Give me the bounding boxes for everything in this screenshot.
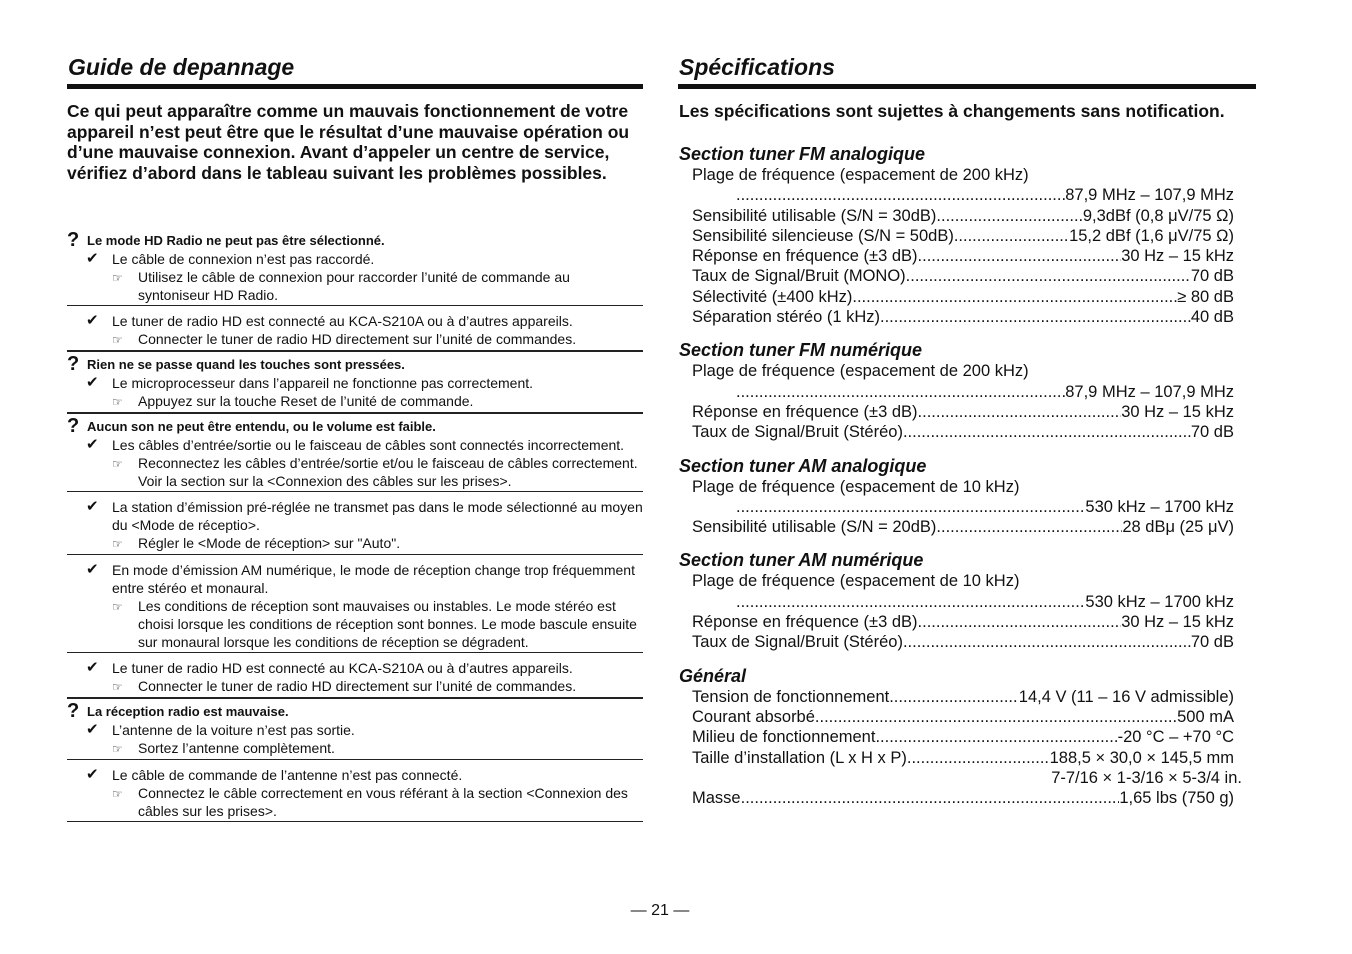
spec-value: 188,5 × 30,0 × 145,5 mm	[1049, 748, 1234, 767]
spec-row	[678, 687, 1234, 707]
spec-value: 530 kHz – 1700 kHz	[1085, 497, 1234, 516]
pointing-hand-icon: ☞	[112, 537, 123, 551]
dot-leader	[918, 246, 1122, 266]
dot-leader	[736, 592, 1085, 612]
problem-text: Le mode HD Radio ne peut pas être sélectionné.	[87, 233, 385, 248]
spec-label: Plage de fréquence (espacement de 200 kHz)	[692, 362, 1029, 381]
spec-value: 87,9 MHz – 107,9 MHz	[1065, 382, 1234, 401]
spec-value: 500 mA	[1177, 707, 1234, 726]
remedy-text: Sortez l’antenne complètement.	[138, 740, 335, 756]
remedy-item	[67, 454, 643, 490]
cause-remedy-group	[67, 306, 643, 352]
dot-leader	[954, 226, 1069, 246]
cause-text: Le câble de commande de l’antenne n’est pas connecté.	[112, 767, 463, 783]
remedy-item	[67, 597, 643, 651]
spec-row	[678, 727, 1234, 747]
spec-value: 530 kHz – 1700 kHz	[1085, 592, 1234, 611]
spec-label: Tension de fonctionnement	[692, 687, 890, 706]
cause-item	[67, 498, 643, 534]
dot-leader	[880, 307, 1191, 327]
remedy-item	[67, 534, 643, 553]
spec-row	[678, 571, 1234, 591]
spec-value: 30 Hz – 15 kHz	[1121, 247, 1234, 266]
dot-leader	[906, 266, 1191, 286]
dot-leader	[918, 612, 1122, 632]
cause-remedy-group	[67, 721, 643, 760]
spec-label: Sélectivité (±400 kHz)	[692, 287, 853, 306]
cause-remedy-group	[67, 374, 643, 414]
spec-label: Plage de fréquence (espacement de 200 kHz)	[692, 166, 1029, 184]
pointing-hand-icon: ☞	[112, 271, 123, 285]
spec-value: 70 dB	[1190, 633, 1234, 652]
question-icon: ?	[67, 415, 80, 437]
spec-section-heading: Général	[679, 665, 747, 686]
spec-value: 87,9 MHz – 107,9 MHz	[1065, 186, 1234, 205]
spec-value: 28 dBμ (25 μV)	[1122, 518, 1234, 537]
spec-section-heading: Section tuner FM analogique	[679, 144, 926, 164]
spec-label: Réponse en fréquence (±3 dB)	[692, 613, 918, 632]
cause-remedy-group	[67, 653, 643, 699]
spec-row	[678, 592, 1234, 612]
cause-text: Le microprocesseur dans l’appareil ne fonctionne pas correctement.	[112, 375, 534, 391]
spec-section-heading: Section tuner FM numérique	[679, 340, 923, 361]
remedy-item	[67, 330, 643, 349]
cause-remedy-group	[67, 492, 643, 555]
pointing-hand-icon: ☞	[112, 395, 123, 409]
pointing-hand-icon: ☞	[112, 600, 123, 614]
cause-item	[67, 312, 643, 330]
dot-leader	[852, 287, 1177, 307]
spec-row	[678, 246, 1234, 266]
problem-text: La réception radio est mauvaise.	[87, 704, 289, 719]
problem-heading	[67, 699, 643, 721]
spec-label: Plage de fréquence (espacement de 10 kHz)	[692, 572, 1020, 591]
pointing-hand-icon: ☞	[112, 457, 123, 471]
problem-heading	[67, 352, 643, 374]
checkmark-icon: ✔	[86, 312, 99, 329]
spec-row	[678, 382, 1234, 402]
dot-leader	[875, 727, 1117, 747]
cause-item	[67, 766, 643, 784]
spec-label: Taux de Signal/Bruit (MONO)	[692, 267, 906, 286]
dot-leader	[741, 788, 1120, 808]
spec-value: -20 °C – +70 °C	[1117, 728, 1234, 747]
question-icon: ?	[67, 353, 80, 375]
troubleshooting-title: Guide de depannage	[67, 50, 643, 89]
dot-leader	[907, 748, 1050, 768]
cause-item	[67, 374, 643, 392]
spec-label: Sensibilité utilisable (S/N = 30dB)	[692, 206, 937, 225]
remedy-text: Connectez le câble correctement en vous référant à la section <Connexion des câbles sur les prises>.	[138, 785, 628, 819]
cause-remedy-group	[67, 436, 643, 492]
spec-sections	[678, 143, 1256, 808]
specifications-intro: Les spécifications sont sujettes à changements sans notification.	[679, 101, 1225, 121]
spec-row	[678, 206, 1234, 226]
spec-label: Séparation stéréo (1 kHz)	[692, 308, 881, 327]
pointing-hand-icon: ☞	[112, 742, 123, 756]
spec-value: 70 dB	[1190, 423, 1234, 442]
dot-leader	[903, 422, 1191, 442]
checkmark-icon: ✔	[86, 436, 99, 453]
remedy-item	[67, 784, 643, 820]
cause-item	[67, 436, 643, 454]
spec-label: Milieu de fonctionnement	[692, 728, 876, 747]
spec-value: 15,2 dBf (1,6 μV/75 Ω)	[1069, 226, 1234, 245]
spec-row	[678, 287, 1234, 307]
problem-text: Aucun son ne peut être entendu, ou le volume est faible.	[87, 419, 436, 434]
problem-list	[67, 228, 643, 822]
spec-value: 1,65 lbs (750 g)	[1119, 788, 1234, 807]
spec-row	[678, 612, 1234, 632]
pointing-hand-icon: ☞	[112, 333, 123, 347]
remedy-text: Appuyez sur la touche Reset de l’unité de commande.	[138, 393, 474, 409]
cause-text: Le câble de connexion n’est pas raccordé.	[112, 251, 375, 267]
dot-leader	[889, 687, 1019, 707]
cause-remedy-group	[67, 250, 643, 306]
spec-label: Plage de fréquence (espacement de 10 kHz)	[692, 477, 1020, 496]
checkmark-icon: ✔	[86, 498, 99, 515]
cause-text: La station d’émission pré-réglée ne transmet pas dans le mode sélectionné au moyen du <Mode de réceptio>.	[112, 499, 643, 533]
remedy-text: Reconnectez les câbles d’entrée/sortie et/ou le faisceau de câbles correctement. Voir la section sur la <Connexion des câbles sur les prises>.	[138, 455, 638, 489]
dot-leader	[736, 497, 1085, 517]
spec-value-extra: 7-7/16 × 1-3/16 × 5-3/4 in.	[1051, 768, 1242, 787]
question-icon: ?	[67, 700, 80, 722]
page-number: — 21 —	[630, 902, 690, 919]
remedy-item	[67, 268, 643, 304]
remedy-item	[67, 392, 643, 411]
spec-row	[678, 517, 1234, 537]
spec-label: Sensibilité utilisable (S/N = 20dB)	[692, 518, 937, 537]
spec-row	[678, 185, 1234, 205]
specifications-column	[678, 50, 1256, 808]
checkmark-icon: ✔	[86, 659, 99, 676]
dot-leader	[903, 632, 1191, 652]
dot-leader	[918, 402, 1122, 422]
spec-row	[678, 477, 1234, 497]
spec-label: Masse	[692, 788, 741, 807]
cause-text: Les câbles d’entrée/sortie ou le faisceau de câbles sont connectés incorrectement.	[112, 437, 625, 453]
spec-label: Réponse en fréquence (±3 dB)	[692, 247, 918, 266]
spec-label: Taux de Signal/Bruit (Stéréo)	[692, 633, 903, 652]
spec-value: 14,4 V (11 – 16 V admissible)	[1018, 687, 1234, 706]
remedy-item	[67, 677, 643, 696]
cause-text: En mode d’émission AM numérique, le mode de réception change trop fréquemment entre stéréo et monaural.	[112, 562, 635, 596]
cause-text: L’antenne de la voiture n’est pas sortie.	[112, 722, 355, 738]
spec-section-heading: Section tuner AM analogique	[679, 455, 927, 476]
problem-heading	[67, 414, 643, 436]
spec-value: ≥ 80 dB	[1177, 287, 1234, 306]
spec-row	[678, 226, 1234, 246]
spec-value: 30 Hz – 15 kHz	[1121, 402, 1234, 421]
spec-value: 70 dB	[1190, 267, 1234, 286]
cause-item	[67, 721, 643, 739]
troubleshooting-column	[67, 50, 643, 819]
spec-row	[678, 707, 1234, 727]
checkmark-icon: ✔	[86, 374, 99, 391]
spec-row	[678, 632, 1234, 652]
spec-row	[678, 165, 1234, 185]
problem-heading	[67, 228, 643, 250]
remedy-text: Régler le <Mode de réception> sur "Auto".	[138, 535, 401, 551]
cause-remedy-group	[67, 760, 643, 822]
spec-row	[678, 788, 1234, 808]
checkmark-icon: ✔	[86, 721, 99, 738]
spec-value: 30 Hz – 15 kHz	[1121, 613, 1234, 632]
spec-label: Taille d’installation (L x H x P)	[692, 748, 907, 767]
dot-leader	[815, 707, 1177, 727]
spec-row	[678, 307, 1234, 327]
spec-value: 40 dB	[1190, 308, 1234, 327]
remedy-text: Connecter le tuner de radio HD directement sur l’unité de commandes.	[138, 331, 577, 347]
dot-leader	[736, 382, 1065, 402]
pointing-hand-icon: ☞	[112, 787, 123, 801]
cause-remedy-group	[67, 555, 643, 653]
spec-section-heading: Section tuner AM numérique	[679, 550, 924, 571]
spec-label: Sensibilité silencieuse (S/N = 50dB)	[692, 226, 954, 245]
cause-text: Le tuner de radio HD est connecté au KCA-S210A ou à d’autres appareils.	[112, 313, 573, 329]
spec-row	[678, 748, 1234, 768]
dot-leader	[936, 206, 1082, 226]
checkmark-icon: ✔	[86, 250, 99, 267]
spec-label: Réponse en fréquence (±3 dB)	[692, 402, 918, 421]
spec-row	[678, 402, 1234, 422]
pointing-hand-icon: ☞	[112, 680, 123, 694]
remedy-text: Les conditions de réception sont mauvaises ou instables. Le mode stéréo est choisi lorsque les conditions de réception sont bonnes. Le mode bascule ensuite sur monaural lorsque les conditions de réception se dégradent.	[138, 598, 637, 650]
spec-value: 9,3dBf (0,8 μV/75 Ω)	[1082, 206, 1234, 225]
question-icon: ?	[67, 229, 80, 251]
checkmark-icon: ✔	[86, 561, 99, 578]
dot-leader	[936, 517, 1122, 537]
specifications-title: Spécifications	[678, 50, 1256, 89]
problem-text: Rien ne se passe quand les touches sont pressées.	[87, 357, 405, 372]
cause-item	[67, 250, 643, 268]
remedy-text: Utilisez le câble de connexion pour raccorder l’unité de commande au syntoniseur HD Radio.	[138, 269, 570, 303]
spec-row	[678, 497, 1234, 517]
spec-row	[678, 361, 1234, 381]
cause-text: Le tuner de radio HD est connecté au KCA-S210A ou à d’autres appareils.	[112, 660, 573, 676]
cause-item	[67, 659, 643, 677]
dot-leader	[736, 185, 1065, 205]
cause-item	[67, 561, 643, 597]
spec-label: Courant absorbé	[692, 707, 815, 726]
spec-label: Taux de Signal/Bruit (Stéréo)	[692, 423, 903, 442]
remedy-item	[67, 739, 643, 758]
spec-row	[678, 266, 1234, 286]
checkmark-icon: ✔	[86, 766, 99, 783]
troubleshooting-intro: Ce qui peut apparaître comme un mauvais fonctionnement de votre appareil n’est peut être que le résultat d’une mauvaise opération ou d’une mauvaise connexion. Avant d’appeler un centre de service, vérifiez d’abord dans le tableau suivant les problèmes possibles.	[67, 101, 630, 183]
spec-row	[678, 422, 1234, 442]
remedy-text: Connecter le tuner de radio HD directement sur l’unité de commandes.	[138, 678, 577, 694]
